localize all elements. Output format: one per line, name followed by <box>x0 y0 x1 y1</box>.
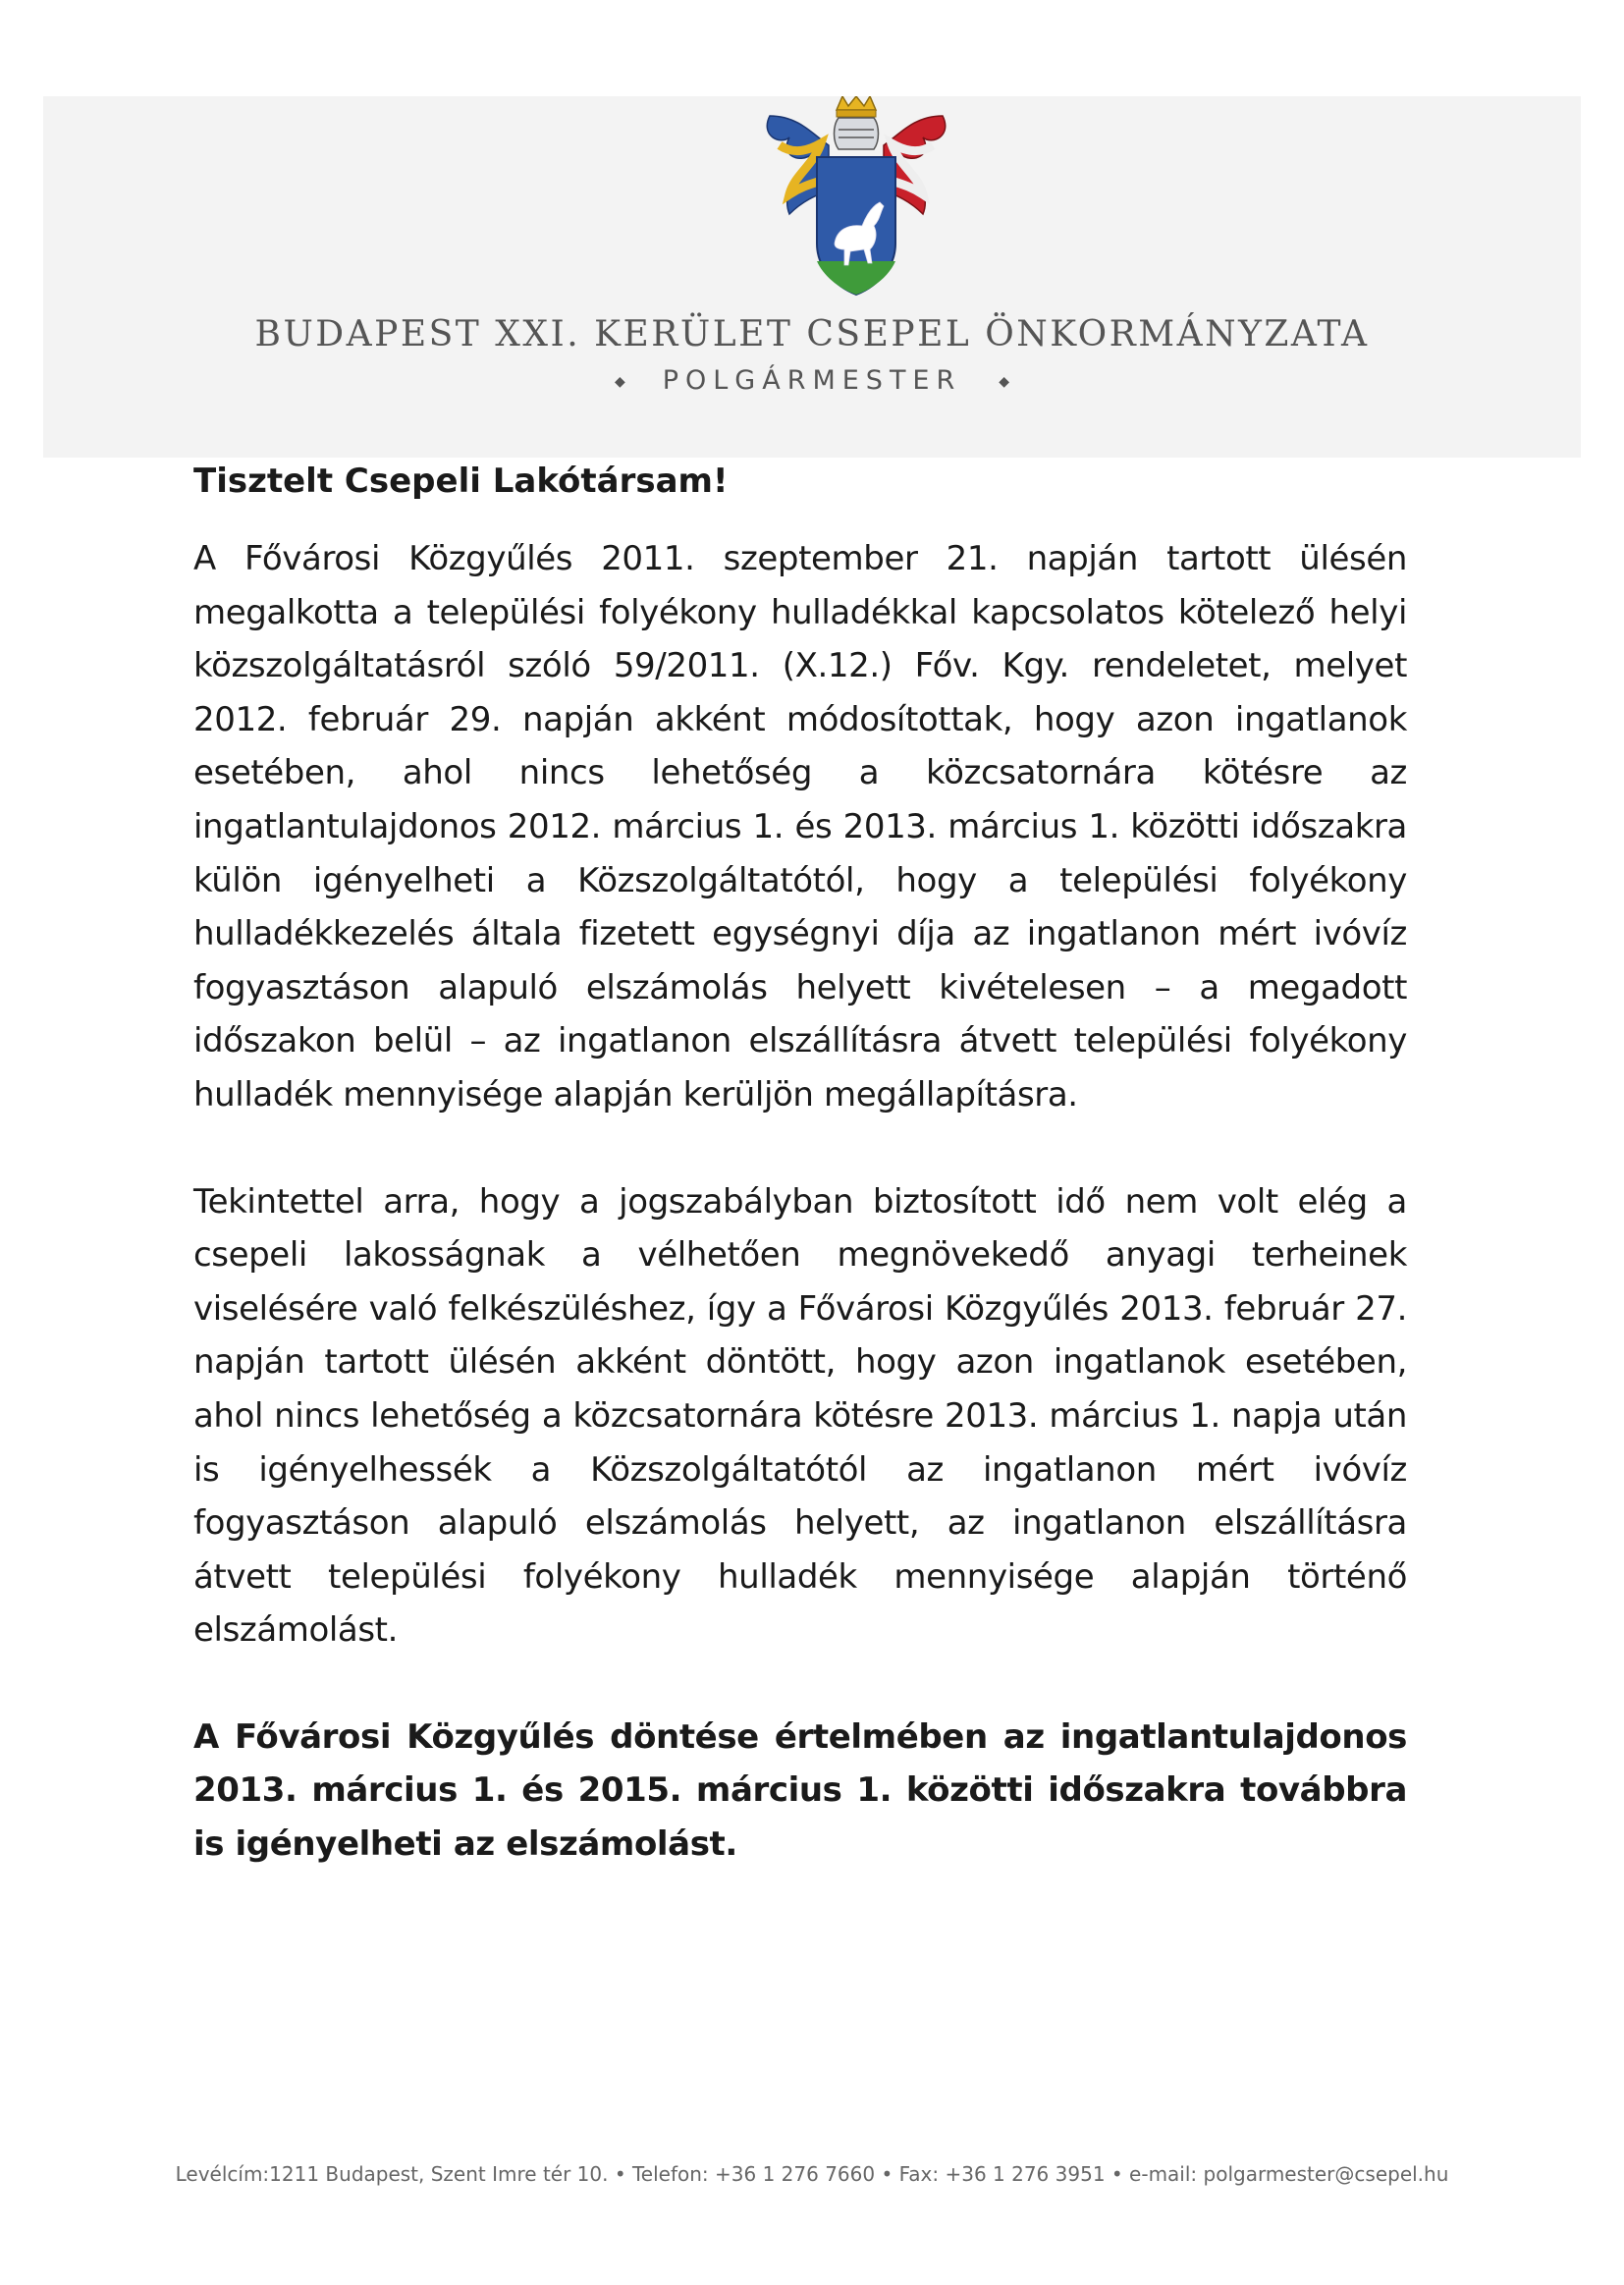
organization-subtitle <box>43 365 1581 396</box>
paragraph: A Fővárosi Közgyűlés 2011. szeptember 21. napján tartott ülésén megalkotta a települési folyékony hulladékkal kapcsolatos kötelező helyi közszolgáltatásról szóló 59/2011. (X.12.) Főv. Kgy. rendeletet, melyet 2012. február 29. napján akként módosítottak, hogy azon ingatlanok esetében, ahol nincs lehetőség a közcsatornára kötésre az ingatlantulajdonos 2012. március 1. és 2013. március 1. közötti időszakra külön igényelheti a Közszolgáltatótól, hogy a települési folyékony hulladékkezelés általa fizetett egységnyi díja az ingatlanon mért ivóvíz fogyasztáson alapuló elszámolás helyett kivételesen – a megadott időszakon belül – az ingatlanon elszállításra átvett települési folyékony hulladék mennyisége alapján kerüljön megállapításra. <box>193 539 1407 1115</box>
letter-body <box>193 454 1407 1925</box>
diamond-bullet-icon: ◆ <box>614 373 625 390</box>
subtitle-text: POLGÁRMESTER <box>662 365 962 396</box>
shield-icon <box>817 157 895 295</box>
organization-name: BUDAPEST XXI. KERÜLET CSEPEL ÖNKORMÁNYZATA <box>254 314 1370 354</box>
salutation: Tisztelt Csepeli Lakótársam! <box>193 462 729 501</box>
helmet-icon <box>835 118 879 149</box>
paragraph: Tekintettel arra, hogy a jogszabályban biztosított idő nem volt elég a csepeli lakosságnak a vélhetően megnövekedő anyagi terheinek viselésére való felkészüléshez, így a Fővárosi Közgyűlés 2013. február 27. napján tartott ülésén akként döntött, hogy azon ingatlanok esetében, ahol nincs lehetőség a közcsatornára kötésre 2013. március 1. napja után is igényelhessék a Közszolgáltatótól az ingatlanon mért ivóvíz fogyasztáson alapuló elszámolás helyett, az ingatlanon elszállításra átvett települési folyékony hulladék mennyisége alapján történő elszámolást. <box>193 1181 1407 1651</box>
footer-contact: Levélcím:1211 Budapest, Szent Imre tér 10. • Telefon: +36 1 276 7660 • Fax: +36 1 276 3951 • e-mail: polgarmester@csepel.hu <box>175 2162 1449 2186</box>
letterhead <box>43 96 1581 458</box>
crown-icon <box>837 96 876 117</box>
diamond-bullet-icon: ◆ <box>999 373 1010 390</box>
coat-of-arms-icon <box>760 96 952 299</box>
paragraph-emphasis: A Fővárosi Közgyűlés döntése értelmében az ingatlantulajdonos 2013. március 1. és 2015. március 1. közötti időszakra továbbra is igényelheti az elszámolást. <box>193 1716 1407 1865</box>
